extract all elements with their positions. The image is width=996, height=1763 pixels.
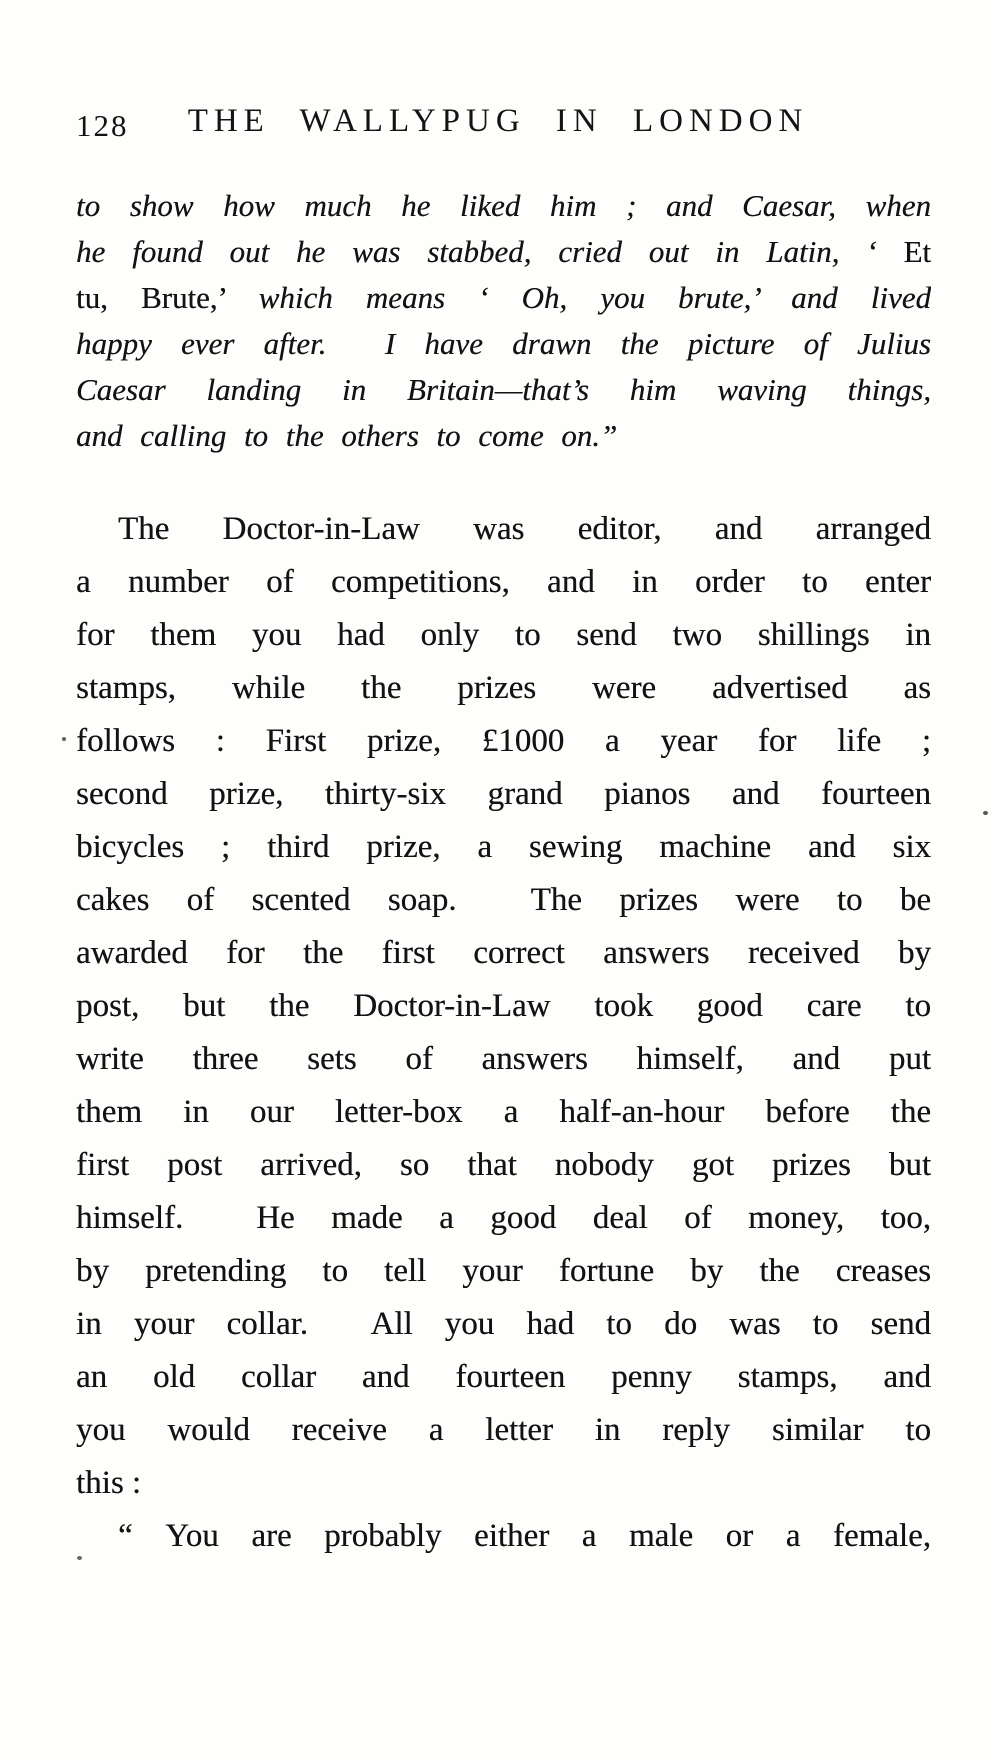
text-line <box>76 662 931 715</box>
text-segment: “ You are probably either a male or a female, <box>118 1518 931 1554</box>
text-segment: tu, Brute,’ <box>76 280 259 315</box>
running-title: THE WALLYPUG IN LONDON <box>187 103 809 139</box>
text-segment: post, but the Doctor-in-Law took good care to <box>76 988 931 1024</box>
text-segment: which means ‘ Oh, you brute,’ and lived <box>258 280 931 315</box>
scan-artifact <box>983 811 988 815</box>
text-segment: Caesar landing in Britain—that’s him waving things, <box>76 372 931 407</box>
text-line <box>76 321 931 367</box>
scan-artifact <box>62 737 66 741</box>
text-line <box>76 1510 931 1563</box>
text-segment: The Doctor-in-Law was editor, and arranged <box>118 511 931 547</box>
text-segment: them in our letter-box a half-an-hour before the <box>76 1094 931 1130</box>
text-line <box>76 980 931 1033</box>
text-segment: follows : First prize, £1000 a year for life ; <box>76 723 931 759</box>
text-segment: in your collar. All you had to do was to send <box>76 1306 931 1342</box>
text-line <box>76 1192 931 1245</box>
text-line <box>76 1404 931 1457</box>
text-line <box>76 609 931 662</box>
text-line <box>76 1245 931 1298</box>
text-segment: Et <box>903 234 931 269</box>
text-line <box>76 413 931 459</box>
quote-block <box>76 183 931 459</box>
text-segment: first post arrived, so that nobody got prizes but <box>76 1147 931 1183</box>
text-line <box>76 821 931 874</box>
text-segment: an old collar and fourteen penny stamps, and <box>76 1359 931 1395</box>
text-segment: to show how much he liked him ; and Caesar, when <box>76 188 931 223</box>
text-segment: happy ever after. I have drawn the picture of Julius <box>76 326 931 361</box>
text-segment: write three sets of answers himself, and put <box>76 1041 931 1077</box>
text-line <box>76 1351 931 1404</box>
text-segment: he found out he was stabbed, cried out in Latin, ‘ <box>76 234 904 269</box>
text-line <box>76 183 931 229</box>
page-header <box>0 103 996 147</box>
page-number: 128 <box>76 108 129 143</box>
text-segment: second prize, thirty-six grand pianos and fourteen <box>76 776 931 812</box>
body-text-block <box>76 503 931 1563</box>
text-segment: stamps, while the prizes were advertised as <box>76 670 931 706</box>
text-line <box>76 556 931 609</box>
text-segment: for them you had only to send two shillings in <box>76 617 931 653</box>
text-segment: you would receive a letter in reply similar to <box>76 1412 931 1448</box>
text-segment: awarded for the first correct answers received by <box>76 935 931 971</box>
scan-artifact <box>77 1556 82 1560</box>
text-line <box>76 768 931 821</box>
text-line <box>76 275 931 321</box>
text-line <box>76 1033 931 1086</box>
text-line <box>76 503 931 556</box>
text-segment: by pretending to tell your fortune by the creases <box>76 1253 931 1289</box>
text-segment: bicycles ; third prize, a sewing machine and six <box>76 829 931 865</box>
text-segment: and calling to the others to come on.” <box>76 418 618 453</box>
text-segment: cakes of scented soap. The prizes were to be <box>76 882 931 918</box>
text-line <box>76 1086 931 1139</box>
text-line <box>76 1139 931 1192</box>
text-segment: this : <box>76 1465 142 1501</box>
text-segment: himself. He made a good deal of money, too, <box>76 1200 931 1236</box>
text-line <box>76 229 931 275</box>
text-line <box>76 1457 931 1510</box>
text-segment: a number of competitions, and in order to enter <box>76 564 931 600</box>
text-line <box>76 715 931 768</box>
text-line <box>76 1298 931 1351</box>
text-line <box>76 927 931 980</box>
text-line <box>76 367 931 413</box>
text-line <box>76 874 931 927</box>
